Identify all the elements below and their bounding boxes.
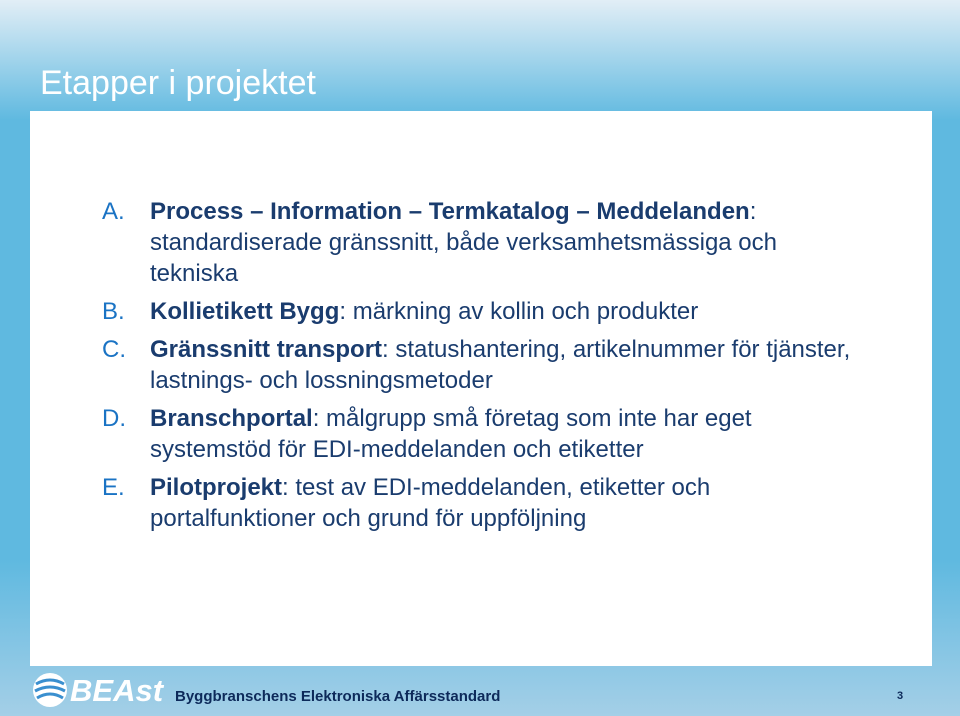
footer-org-name: Byggbranschens Elektroniska Affärsstandard xyxy=(175,688,501,705)
item-description: : test av EDI-meddelanden, etiketter och portalfunktioner och grund för uppföljning xyxy=(150,474,711,532)
slide-title: Etapper i projektet xyxy=(40,64,316,102)
item-heading: Branschportal xyxy=(150,405,313,432)
list-item-a xyxy=(102,196,862,289)
item-heading: Pilotprojekt xyxy=(150,474,283,501)
item-letter: C. xyxy=(102,336,126,363)
item-heading: Process – Information – Termkatalog – Meddelanden xyxy=(150,198,750,225)
item-heading: Kollietikett Bygg xyxy=(150,298,340,325)
item-letter: D. xyxy=(102,405,126,432)
item-letter: A. xyxy=(102,198,125,225)
item-heading: Gränssnitt transport xyxy=(150,336,383,363)
list-item-b xyxy=(102,296,862,327)
list-item-c xyxy=(102,334,862,396)
item-letter: B. xyxy=(102,298,125,325)
phase-list xyxy=(102,196,862,541)
item-description: : målgrupp små företag som inte har eget systemstöd för EDI-meddelanden och etiketter xyxy=(150,405,752,463)
list-item-e xyxy=(102,472,862,534)
logo-wordmark: BEAst xyxy=(70,673,164,708)
page-number: 3 xyxy=(897,690,904,702)
item-description: : standardiserade gränssnitt, både verksamhetsmässiga och tekniska xyxy=(150,198,777,287)
list-item-d xyxy=(102,403,862,465)
item-letter: E. xyxy=(102,474,125,501)
item-description: : statushantering, artikelnummer för tjänster, lastnings- och lossningsmetoder xyxy=(150,336,851,394)
item-description: : märkning av kollin och produkter xyxy=(339,298,699,325)
